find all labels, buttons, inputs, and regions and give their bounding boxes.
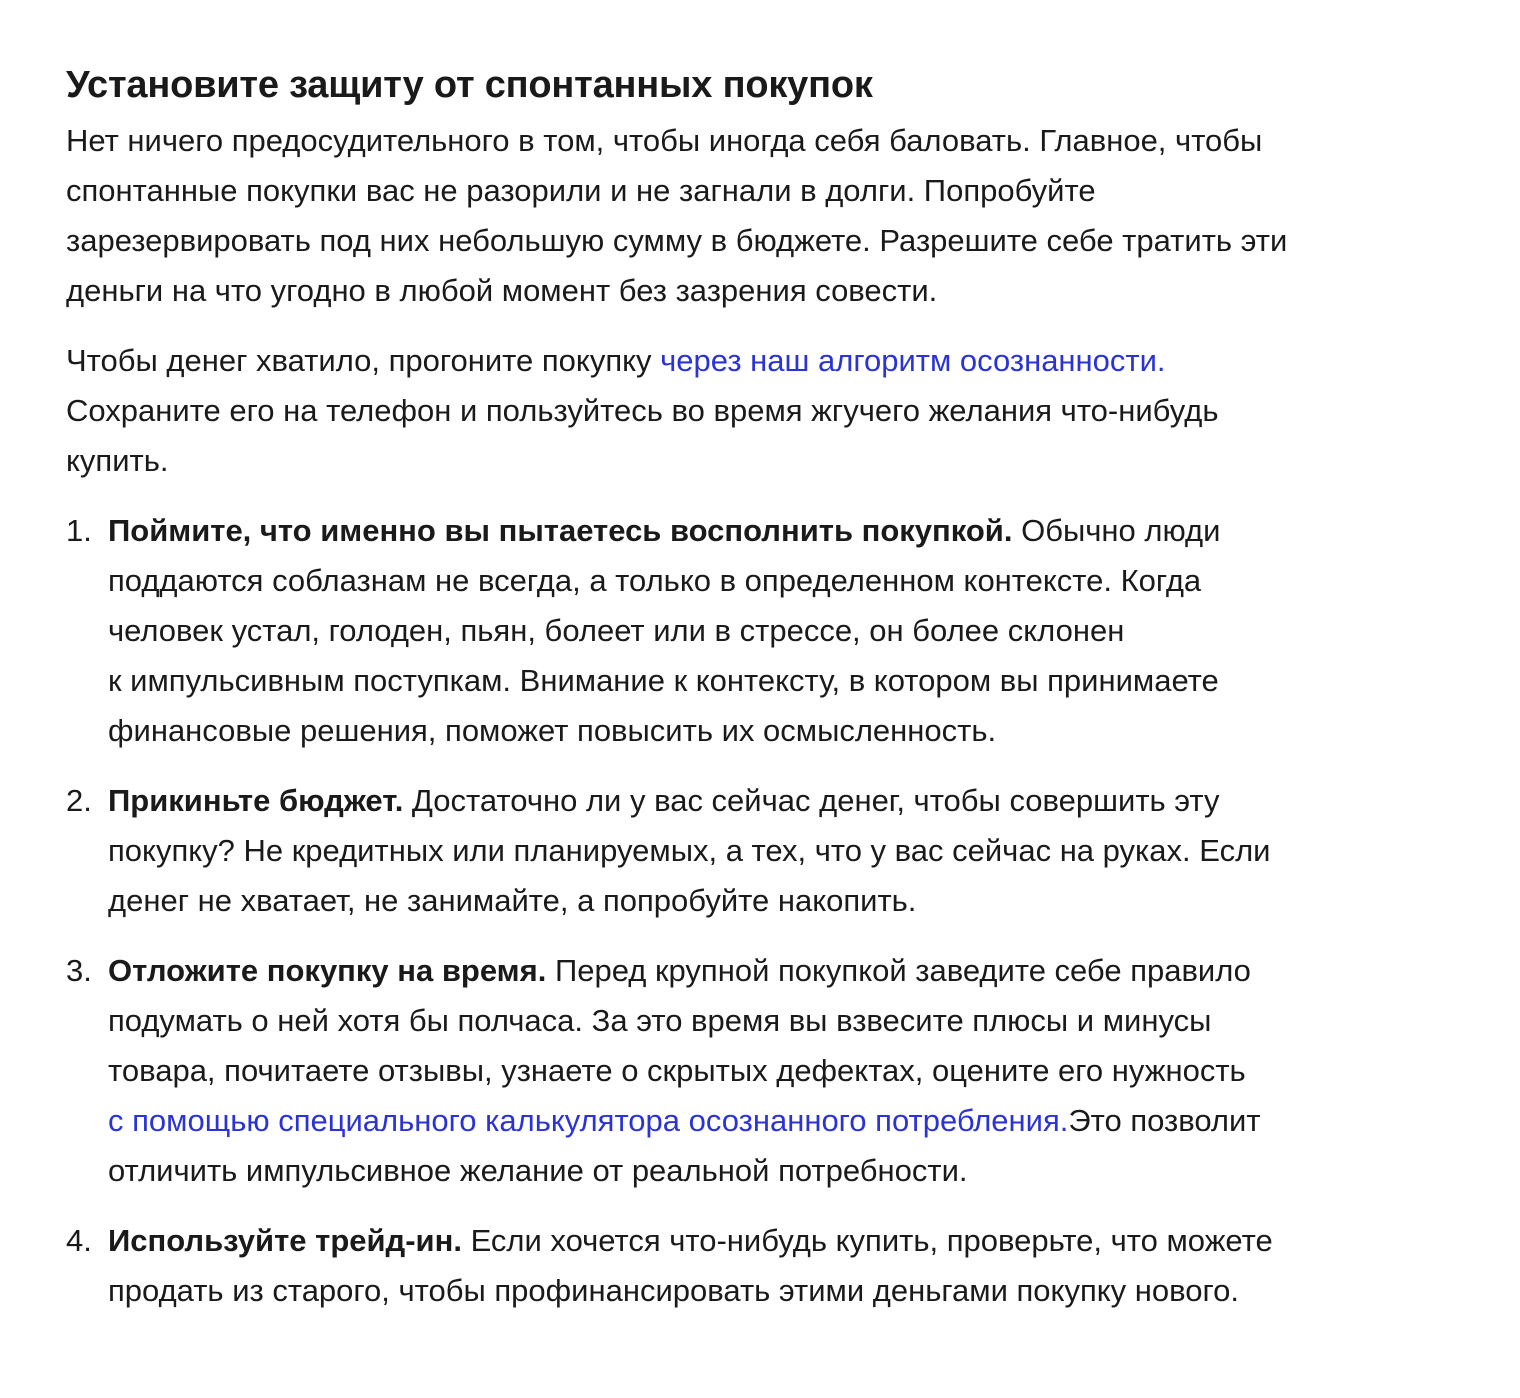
tip-text: Если хочется что-нибудь купить, проверьте, что можете	[461, 1223, 1273, 1258]
tip-text: Перед крупной покупкой заведите себе правило	[546, 953, 1251, 988]
tip-title: Отложите покупку на время.	[108, 953, 547, 988]
calculator-link[interactable]: с помощью специального калькулятора осознанного потребления.	[108, 1103, 1069, 1138]
algorithm-line	[66, 336, 1480, 386]
list-item	[66, 1216, 1480, 1316]
intro-line: спонтанные покупки вас не разорили и не загнали в долги. Попробуйте	[66, 173, 1096, 208]
algorithm-line: Сохраните его на телефон и пользуйтесь во время жгучего желания что-нибудь	[66, 393, 1219, 428]
list-number: 3.	[66, 953, 92, 988]
tip-text: Это позволит	[1068, 1103, 1261, 1138]
tip-line: отличить импульсивное желание от реальной потребности.	[108, 1153, 968, 1188]
tip-line: покупку? Не кредитных или планируемых, а тех, что у вас сейчас на руках. Если	[108, 833, 1271, 868]
tip-text: Обычно люди	[1012, 513, 1221, 548]
article-heading: Установите защиту от спонтанных покупок	[66, 64, 873, 106]
intro-line: Нет ничего предосудительного в том, чтобы иногда себя баловать. Главное, чтобы	[66, 123, 1263, 158]
intro-line: деньги на что угодно в любой момент без зазрения совести.	[66, 273, 938, 308]
algorithm-line: купить.	[66, 443, 169, 478]
tip-title: Прикиньте бюджет.	[108, 783, 404, 818]
algorithm-text: Чтобы денег хватило, прогоните покупку	[66, 343, 661, 378]
list-number: 1.	[66, 513, 92, 548]
tip-line: денег не хватает, не занимайте, а попробуйте накопить.	[108, 883, 917, 918]
tip-title: Поймите, что именно вы пытаетесь восполнить покупкой.	[108, 513, 1013, 548]
list-item	[66, 946, 1480, 1196]
list-number: 2.	[66, 783, 92, 818]
list-item	[66, 506, 1480, 756]
list-item	[66, 776, 1480, 926]
algorithm-paragraph	[66, 336, 1480, 486]
tip-line: продать из старого, чтобы профинансировать этими деньгами покупку нового.	[108, 1273, 1239, 1308]
algorithm-link[interactable]: через наш алгоритм осознанности.	[660, 343, 1166, 378]
tip-line: подумать о ней хотя бы полчаса. За это время вы взвесите плюсы и минусы	[108, 1003, 1212, 1038]
list-number: 4.	[66, 1223, 92, 1258]
tip-line: к импульсивным поступкам. Внимание к контексту, в котором вы принимаете	[108, 663, 1219, 698]
tip-line: товара, почитаете отзывы, узнаете о скрытых дефектах, оцените его нужность	[108, 1053, 1246, 1088]
tip-line: поддаются соблазнам не всегда, а только в определенном контексте. Когда	[108, 563, 1202, 598]
intro-line: зарезервировать под них небольшую сумму в бюджете. Разрешите себе тратить эти	[66, 223, 1288, 258]
tip-text: Достаточно ли у вас сейчас денег, чтобы совершить эту	[403, 783, 1220, 818]
tips-list	[66, 506, 1480, 1316]
tip-line: человек устал, голоден, пьян, болеет или в стрессе, он более склонен	[108, 613, 1125, 648]
tip-title: Используйте трейд-ин.	[108, 1223, 462, 1258]
tip-line: финансовые решения, поможет повысить их осмысленность.	[108, 713, 997, 748]
intro-paragraph	[66, 116, 1480, 316]
